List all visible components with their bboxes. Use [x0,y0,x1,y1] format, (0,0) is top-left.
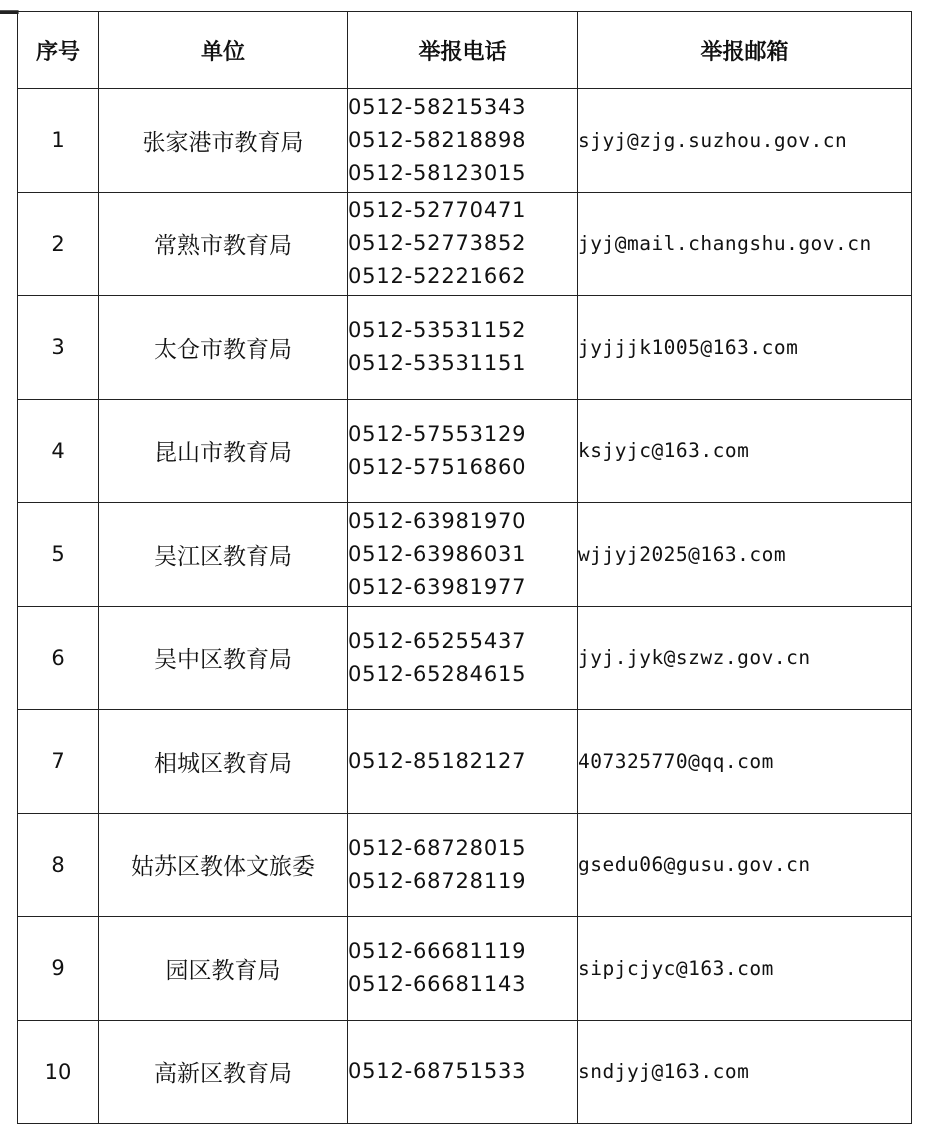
row-seq: 6 [18,606,99,710]
header-email: 举报邮箱 [578,12,912,89]
row-unit: 相城区教育局 [99,710,348,814]
table-row [18,296,912,400]
row-unit: 高新区教育局 [99,1020,348,1124]
cropped-text-strip: ▁ [0,0,23,14]
table-row [18,89,912,193]
row-email: sndjyj@163.com [578,1020,912,1124]
phone-number: 0512-66681119 [348,939,527,964]
row-email: ksjyjc@163.com [578,399,912,503]
row-phones [348,917,578,1021]
phone-number: 0512-58123015 [348,160,527,185]
row-unit: 吴中区教育局 [99,606,348,710]
table-row [18,606,912,710]
row-unit: 姑苏区教体文旅委 [99,813,348,917]
table-row [18,192,912,296]
phone-number: 0512-53531152 [348,318,527,343]
phone-number: 0512-68751533 [348,1059,527,1084]
row-phones [348,399,578,503]
row-seq: 5 [18,503,99,607]
phone-number: 0512-65255437 [348,628,527,653]
table-row [18,710,912,814]
table-row [18,917,912,1021]
row-email: gsedu06@gusu.gov.cn [578,813,912,917]
row-seq: 4 [18,399,99,503]
row-seq: 2 [18,192,99,296]
row-email: sjyj@zjg.suzhou.gov.cn [578,89,912,193]
row-phones [348,1020,578,1124]
table-row [18,813,912,917]
row-phones [348,813,578,917]
row-seq: 8 [18,813,99,917]
table-row [18,503,912,607]
phone-number: 0512-68728015 [348,835,527,860]
phone-number: 0512-52773852 [348,231,527,256]
phone-number: 0512-52770471 [348,198,527,223]
phone-number: 0512-85182127 [348,748,527,773]
row-unit: 园区教育局 [99,917,348,1021]
row-unit: 太仓市教育局 [99,296,348,400]
phone-number: 0512-63981977 [348,574,527,599]
table-row [18,1020,912,1124]
phone-number: 0512-65284615 [348,661,527,686]
phone-number: 0512-57553129 [348,421,527,446]
phone-number: 0512-58218898 [348,127,527,152]
phone-number: 0512-53531151 [348,351,527,376]
report-contact-table [17,11,912,1124]
row-email: sipjcjyc@163.com [578,917,912,1021]
table-body [18,89,912,1124]
row-unit: 昆山市教育局 [99,399,348,503]
table-header-row [18,12,912,89]
row-unit: 常熟市教育局 [99,192,348,296]
row-email: jyj.jyk@szwz.gov.cn [578,606,912,710]
row-unit: 吴江区教育局 [99,503,348,607]
header-unit: 单位 [99,12,348,89]
row-phones [348,296,578,400]
phone-number: 0512-66681143 [348,972,527,997]
row-seq: 9 [18,917,99,1021]
phone-number: 0512-58215343 [348,94,527,119]
row-seq: 3 [18,296,99,400]
phone-number: 0512-57516860 [348,454,527,479]
phone-number: 0512-63981970 [348,508,527,533]
phone-number: 0512-68728119 [348,868,527,893]
row-seq: 1 [18,89,99,193]
row-phones [348,606,578,710]
table-row [18,399,912,503]
row-email: jyj@mail.changshu.gov.cn [578,192,912,296]
row-email: wjjyj2025@163.com [578,503,912,607]
row-seq: 7 [18,710,99,814]
row-phones [348,710,578,814]
header-phone: 举报电话 [348,12,578,89]
header-seq: 序号 [18,12,99,89]
row-phones [348,503,578,607]
phone-number: 0512-63986031 [348,541,527,566]
row-unit: 张家港市教育局 [99,89,348,193]
row-phones [348,192,578,296]
row-phones [348,89,578,193]
row-email: 407325770@qq.com [578,710,912,814]
row-email: jyjjjk1005@163.com [578,296,912,400]
row-seq: 10 [18,1020,99,1124]
phone-number: 0512-52221662 [348,264,527,289]
